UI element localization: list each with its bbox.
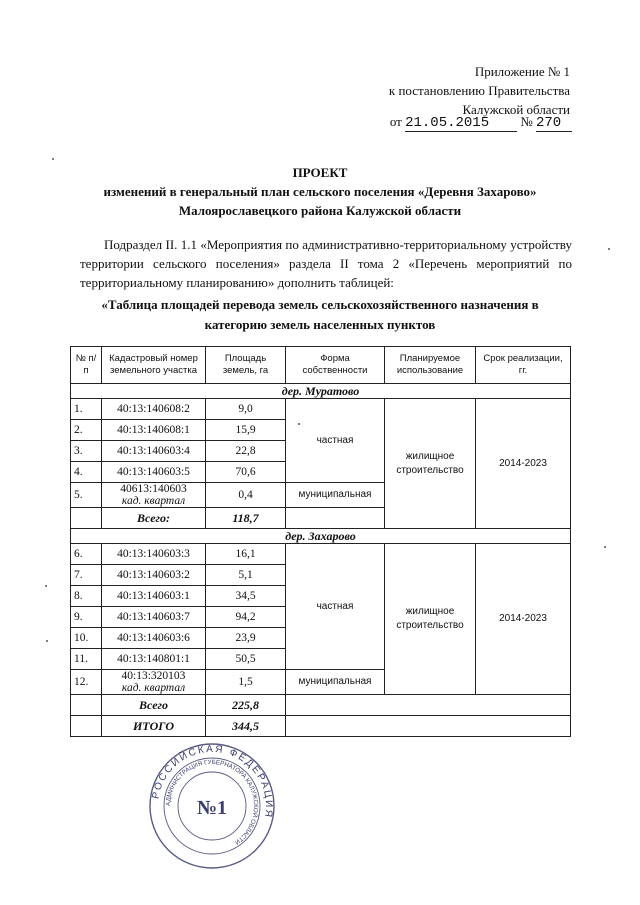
row-num: 2. [71,420,102,441]
section-row [71,529,571,544]
section-row [71,384,571,399]
row-cadastral: 40:13:140603:5 [102,462,206,483]
subtotal-value: 118,7 [206,508,286,529]
row-num: 5. [71,483,102,508]
subtotal-label: Всего: [102,508,206,529]
table-row [71,544,571,565]
row-cadastral [102,483,206,508]
row-num: 7. [71,565,102,586]
doc-title: ПРОЕКТ [292,165,348,180]
doc-subtitle-2: Малоярославецкого района Калужской области [178,203,462,218]
appendix-line1: Приложение № 1 [474,64,570,79]
row-area: 23,9 [206,628,286,649]
section-zakharovo: дер. Захарово [71,529,571,544]
number-prefix: № [520,114,533,129]
grand-total-row [71,716,571,737]
row-area: 70,6 [206,462,286,483]
row-num: 10. [71,628,102,649]
row-area: 16,1 [206,544,286,565]
intro-paragraph [80,235,572,292]
row-num: 1. [71,399,102,420]
empty-cell [71,695,102,716]
row-area: 5,1 [206,565,286,586]
subtotal-value: 225,8 [206,695,286,716]
row-num: 6. [71,544,102,565]
planned-use: жилищное строительство [385,544,476,695]
cadastral-number: 40613:140603 [120,483,187,495]
empty-cell [71,508,102,529]
seal-outer-text: РОССИЙСКАЯ ФЕДЕРАЦИЯ [150,743,275,820]
scan-speck [608,248,610,250]
planned-use: жилищное строительство [385,399,476,529]
row-cadastral: 40:13:140603:3 [102,544,206,565]
row-num: 3. [71,441,102,462]
table-row [71,399,571,420]
land-table [70,346,571,737]
empty-cell [286,695,571,716]
doc-subtitle-1: изменений в генеральный план сельского поселения «Деревня Захарово» [103,184,537,199]
decree-number: 270 [536,115,572,132]
table-header-row [71,347,571,384]
row-cadastral: 40:13:140608:2 [102,399,206,420]
table-title-2: категорию земель населенных пунктов [204,317,436,332]
row-area: 22,8 [206,441,286,462]
row-area: 0,4 [206,483,286,508]
row-cadastral: 40:13:140603:4 [102,441,206,462]
row-cadastral [102,670,206,695]
row-num: 9. [71,607,102,628]
grand-total-value: 344,5 [206,716,286,737]
ownership-private: частная [286,399,385,483]
row-cadastral: 40:13:140603:1 [102,586,206,607]
scan-speck [46,640,48,642]
row-cadastral: 40:13:140603:7 [102,607,206,628]
row-num: 8. [71,586,102,607]
row-area: 1,5 [206,670,286,695]
row-area: 94,2 [206,607,286,628]
date-prefix: от [389,114,402,129]
scan-speck [45,585,47,587]
empty-cell [286,716,571,737]
scan-speck [604,546,606,548]
row-num: 11. [71,649,102,670]
ownership-municipal: муниципальная [286,670,385,695]
row-area: 50,5 [206,649,286,670]
term: 2014-2023 [476,544,571,695]
row-cadastral: 40:13:140608:1 [102,420,206,441]
row-cadastral: 40:13:140801:1 [102,649,206,670]
cadastral-number: 40:13:320103 [121,670,186,682]
row-num: 12. [71,670,102,695]
section-muratovo: дер. Муратово [71,384,571,399]
appendix-line2: к постановлению Правительства [388,83,570,98]
ownership-private: частная [286,544,385,670]
row-area: 15,9 [206,420,286,441]
col-num: № п/п [71,347,102,384]
row-num: 4. [71,462,102,483]
seal-inner-text: АДМИНИСТРАЦИЯ ГУБЕРНАТОРА КАЛУЖСКОЙ ОБЛАСТИ [164,758,260,846]
decree-date: 21.05.2015 [405,115,517,132]
decree-date-line [390,114,572,132]
table-title-1: «Таблица площадей перевода земель сельскохозяйственного назначения в [101,297,539,312]
empty-cell [71,716,102,737]
subtotal-row [71,695,571,716]
appendix-header [389,62,570,119]
seal-number: №1 [196,797,228,819]
intro-paragraph-text: Подраздел II. 1.1 «Мероприятия по административно-территориальному устройству территории сельского поселения» раздела II тома 2 «Перечень мероприятий по территориальному планированию» дополнить таблицей: [80,237,572,290]
row-cadastral: 40:13:140603:2 [102,565,206,586]
col-term: Срок реализации, гг. [476,347,571,384]
scan-speck [298,423,300,425]
row-area: 9,0 [206,399,286,420]
cadastral-sub: кад. квартал [121,682,186,694]
row-area: 34,5 [206,586,286,607]
subtotal-label: Всего [102,695,206,716]
col-cadastral: Кадастровый номер земельного участка [102,347,206,384]
cadastral-sub: кад. квартал [121,495,186,507]
col-ownership: Форма собственности [286,347,385,384]
appendix-line3: Калужской области [462,102,570,117]
term: 2014-2023 [476,399,571,529]
official-seal-icon [148,742,276,870]
scan-speck [52,158,54,160]
col-use: Планируемое использование [385,347,476,384]
grand-total-label: ИТОГО [102,716,206,737]
col-area: Площадь земель, га [206,347,286,384]
row-cadastral: 40:13:140603:6 [102,628,206,649]
ownership-municipal: муниципальная [286,483,385,508]
